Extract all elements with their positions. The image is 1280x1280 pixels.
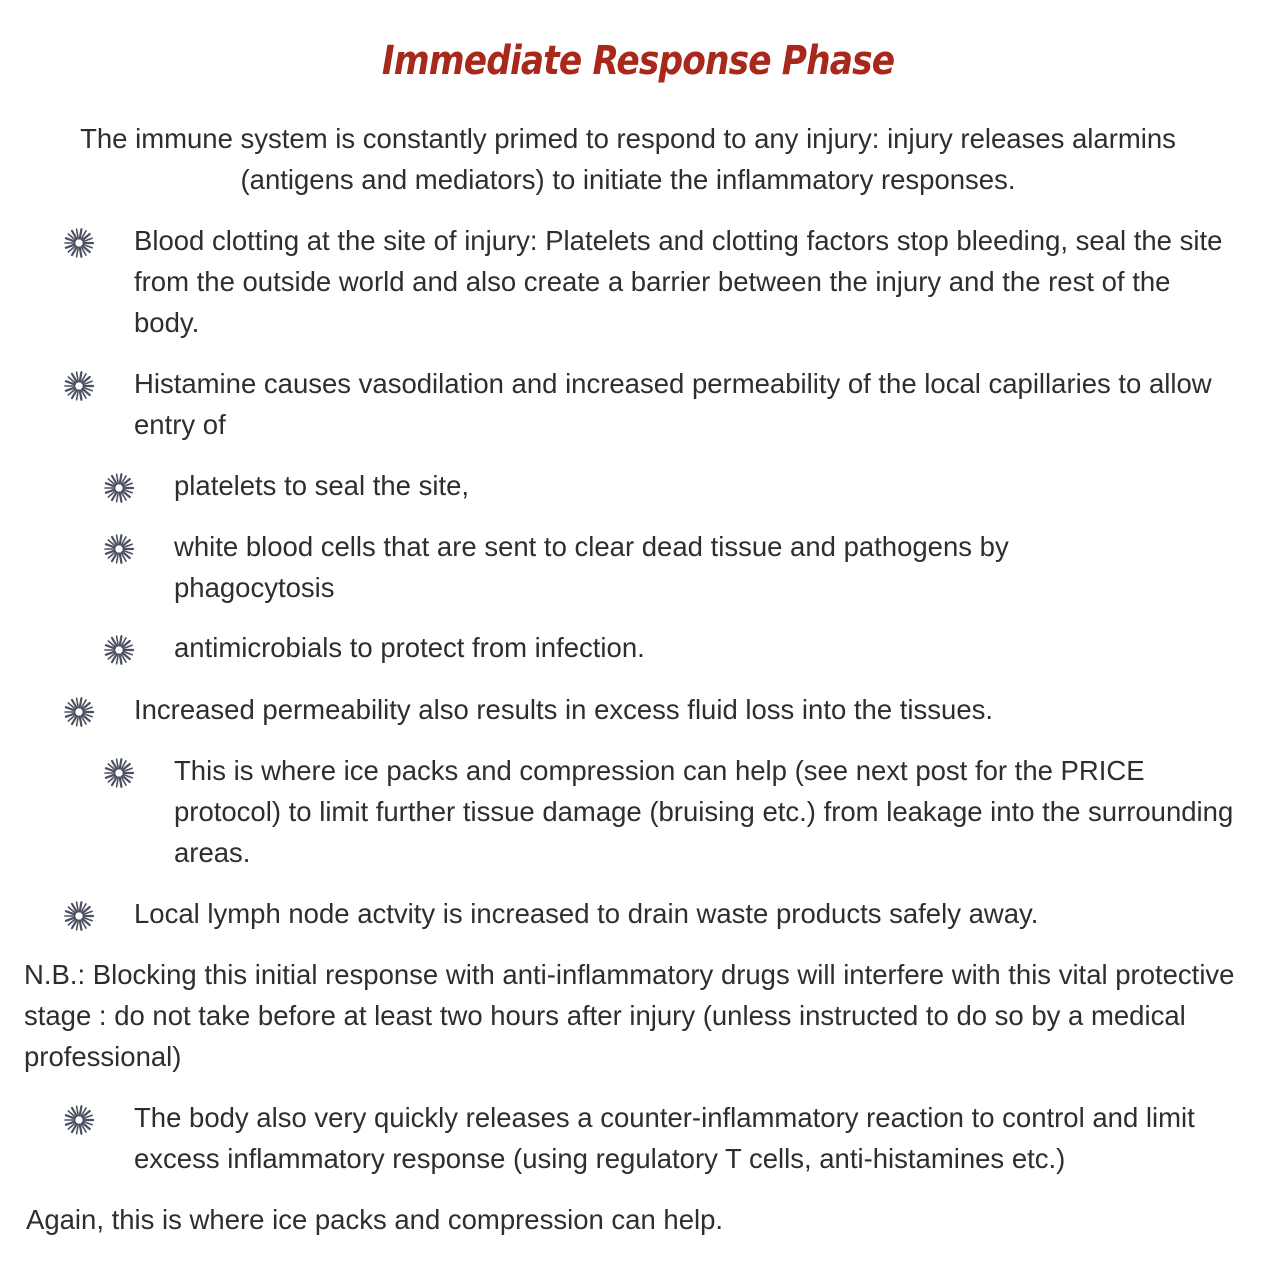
list-item: antimicrobials to protect from infection. [174,632,645,663]
closing-paragraph: Again, this is where ice packs and compression can help. [26,1204,724,1235]
starburst-bullet-icon [104,635,134,665]
list-item: This is where ice packs and compression can help (see next post for the PRICE protocol) to limit further tissue damage (bruising etc.) from leakage into the surrounding areas. [174,755,1234,868]
nb-paragraph: N.B.: Blocking this initial response with anti-inflammatory drugs will interfere with this vital protective stage : do not take before at least two hours after injury (unless instructed to do so by a medical professional) [24,959,1235,1072]
starburst-bullet-icon [64,1105,94,1135]
list-item: platelets to seal the site, [174,470,470,501]
list-item: Blood clotting at the site of injury: Platelets and clotting factors stop bleeding, seal the site from the outside world and also create a barrier between the injury and the rest of the body. [134,225,1223,338]
starburst-bullet-icon [104,534,134,564]
starburst-bullet-icon [64,371,94,401]
starburst-bullet-icon [64,697,94,727]
page-title: Immediate Response Phase [381,38,895,84]
starburst-bullet-icon [104,758,134,788]
list-item: Local lymph node actvity is increased to drain waste products safely away. [134,898,1039,929]
starburst-bullet-icon [64,901,94,931]
list-item: Histamine causes vasodilation and increased permeability of the local capillaries to allow entry of [134,368,1212,440]
starburst-bullet-icon [104,473,134,503]
list-item: The body also very quickly releases a counter-inflammatory reaction to control and limit excess inflammatory response (using regulatory T cells, anti-histamines etc.) [134,1102,1195,1174]
list-item: white blood cells that are sent to clear dead tissue and pathogens by phagocytosis [174,531,1009,603]
list-item: Increased permeability also results in excess fluid loss into the tissues. [134,694,994,725]
intro-paragraph: The immune system is constantly primed to respond to any injury: injury releases alarmins (antigens and mediators) to initiate the inflammatory responses. [80,123,1176,195]
starburst-bullet-icon [64,228,94,258]
